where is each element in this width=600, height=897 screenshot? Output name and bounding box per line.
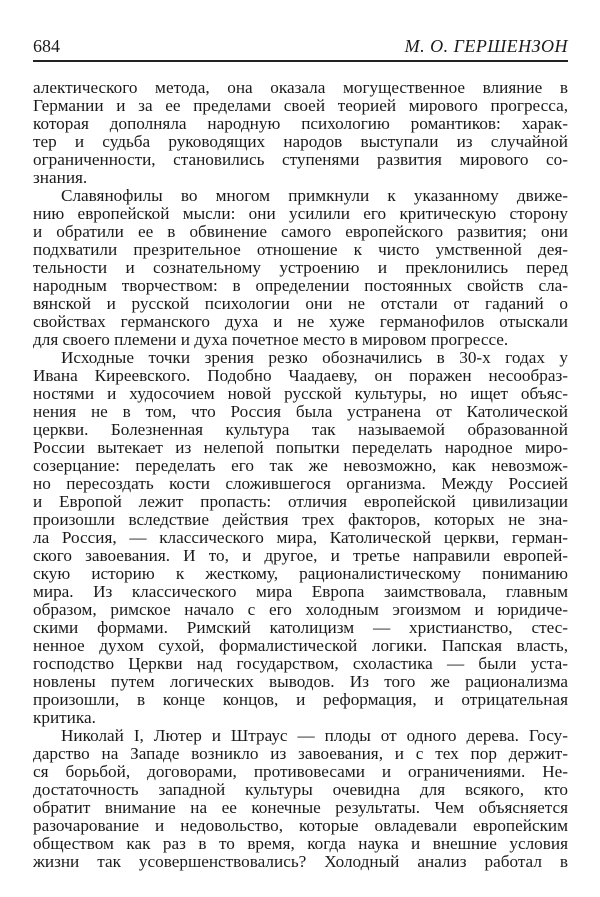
text-line: господство Церкви над государством, схоластика — были уста- — [33, 654, 568, 673]
text-line: тер и судьба руководящих народов выступали из случайной — [33, 132, 568, 151]
paragraph — [33, 187, 568, 349]
text-line: разочарование и недовольство, которые овладевали европейским — [33, 816, 568, 835]
text-line: произошли вследствие действия трех факторов, которых не зна- — [33, 510, 568, 529]
text-line: нию европейской мысли: они усилили его критическую сторону — [33, 204, 568, 223]
text-line: народным творчеством: в определении постоянных свойств сла- — [33, 276, 568, 295]
text-line: ся борьбой, договорами, противовесами и ограничениями. Не- — [33, 762, 568, 781]
text-line: ла Россия, — классического мира, Католической церкви, герман- — [33, 528, 568, 547]
text-line: для своего племени и духа почетное место в мировом прогрессе. — [33, 330, 509, 349]
text-line: ского завоевания. И то, и другое, и третье направили европей- — [33, 546, 568, 565]
text-line: мира. Из классического мира Европа заимствовала, главным — [33, 582, 568, 601]
text-line: достаточность западной культуры очевидна для всякого, кто — [33, 780, 568, 799]
text-line: ненное духом сухой, формалистической логики. Папская власть, — [33, 636, 568, 655]
text-line: скую историю к жесткому, рационалистическому пониманию — [33, 564, 568, 583]
page-number: 684 — [33, 36, 60, 56]
text-line: скими формами. Римский католицизм — христианство, стес- — [33, 618, 568, 637]
text-line: Исходные точки зрения резко обозначились в 30-х годах у — [61, 348, 568, 367]
text-line: и обратили ее в обвинение самого европейского развития; они — [33, 222, 568, 241]
paragraph — [33, 727, 568, 871]
text-line: тельности и сознательному устроению и преклонились перед — [33, 258, 568, 277]
text-line: новлены путем логических выводов. Из того же рационализма — [33, 672, 568, 691]
body-text — [33, 79, 568, 871]
text-line: дарство на Западе возникло из завоевания, и с тех пор держит- — [33, 744, 568, 763]
text-line: критика. — [33, 708, 96, 727]
running-header — [33, 36, 568, 62]
running-title: М. О. ГЕРШЕНЗОН — [404, 36, 568, 56]
text-line: свойствах германского духа и не хуже германофилов отыскали — [33, 312, 568, 331]
text-line: обратит внимание на ее конечные результаты. Чем объясняется — [33, 798, 568, 817]
text-line: церкви. Болезненная культура так называемой образованной — [33, 420, 568, 439]
text-line: ограниченности, становились ступенями развития мирового со- — [33, 150, 568, 169]
text-line: вянской и русской психологии они не отстали от гаданий о — [33, 294, 568, 313]
text-line: Славянофилы во многом примкнули к указанному движе- — [61, 186, 568, 205]
text-line: знания. — [33, 168, 88, 187]
text-line: подхватили презрительное отношение к чисто умственной дея- — [33, 240, 568, 259]
text-line: Ивана Киреевского. Подобно Чаадаеву, он поражен несообраз- — [33, 366, 568, 385]
text-line: но пересоздать кости сложившегося организма. Между Россией — [33, 474, 568, 493]
text-line: которая дополняла народную психологию романтиков: харак- — [33, 114, 568, 133]
paragraph — [33, 79, 568, 187]
text-line: и Европой лежит пропасть: отличия европейской цивилизации — [33, 492, 568, 511]
text-line: нения не в том, что Россия была устранена от Католической — [33, 402, 568, 421]
text-line: жизни так усовершенствовались? Холодный анализ работал в — [33, 852, 568, 871]
text-line: созерцание: переделать его так же невозможно, как невозмож- — [33, 456, 568, 475]
text-line: Германии и за ее пределами своей теорией мирового прогресса, — [33, 96, 568, 115]
text-line: произошли, в конце концов, и реформация, и отрицательная — [33, 690, 568, 709]
paragraph — [33, 349, 568, 727]
text-line: Николай I, Лютер и Штраус — плоды от одного дерева. Госу- — [61, 726, 568, 745]
text-line: образом, римское начало с его холодным эгоизмом и юридиче- — [33, 600, 568, 619]
text-line: обществом как раз в то время, когда наука и внешние условия — [33, 834, 568, 853]
text-line: алектического метода, она оказала могущественное влияние в — [33, 78, 568, 97]
text-line: ностями и худосочием новой русской культуры, но ищет объяс- — [33, 384, 568, 403]
text-line: России вытекает из нелепой попытки переделать народное миро- — [33, 438, 568, 457]
